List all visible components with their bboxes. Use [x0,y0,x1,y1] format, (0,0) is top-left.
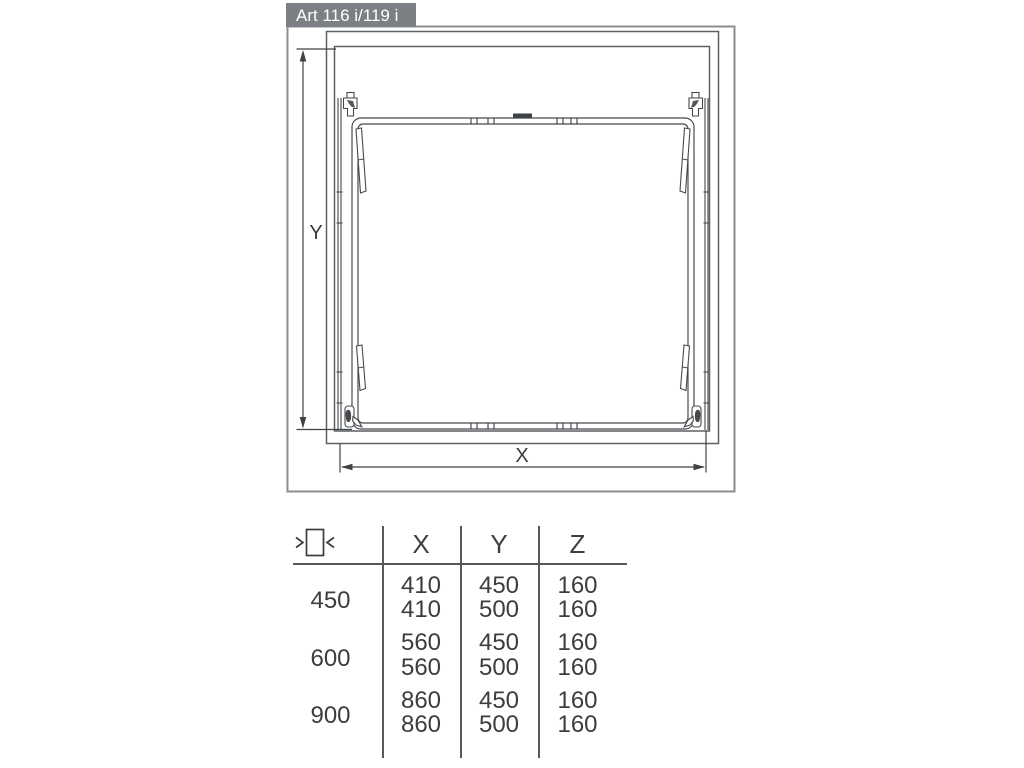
table-cell: 160 [557,596,598,624]
table-cell: 860 [400,686,442,714]
table-cell: 160 [557,571,598,599]
column-header-z: Z [569,529,586,559]
frame-bottom-rail-joints [471,423,577,429]
table-group-600 [293,631,627,680]
frame-top-rail-joints [471,118,577,124]
table-cell: 160 [557,686,598,714]
dimension-table [293,520,627,762]
table-row [382,631,627,656]
frame-tube-inner [358,124,688,423]
cabinet-inner [335,47,710,432]
table-row [382,571,627,599]
table-cell: 560 [400,653,442,681]
bracket-bottom-right [684,406,701,427]
table-cell: 500 [478,596,520,624]
table-cell: 160 [557,629,598,657]
cabinet-outer [327,32,719,444]
title-tab [286,3,416,27]
mount-rail-left [337,98,343,430]
table-cell: 500 [478,711,520,739]
dim-x-label: X [515,445,529,467]
column-header-y: Y [490,529,508,559]
table-cell: 500 [478,653,520,681]
bracket-top-left [344,93,358,117]
table-group-900 [293,686,627,739]
table-cell: 450 [478,686,520,714]
group-width-label: 450 [310,587,351,614]
table-row [382,686,627,714]
table-cell: 160 [557,711,598,739]
pullout-frame [352,114,694,430]
table-cell: 860 [400,711,442,739]
cabinet-carcass [327,32,719,444]
table-cell: 410 [400,596,442,624]
frame-centre-clip [513,114,532,119]
title-tab-label: Art 116 i/119 i [296,6,399,25]
table-cell: 410 [400,571,442,599]
bracket-bottom-left [345,406,362,427]
table-cell: 450 [478,571,520,599]
frame-tube-outer [352,118,694,429]
table-row [382,713,627,738]
column-header-x: X [412,529,430,559]
table-cell: 560 [400,629,442,657]
cabinet-width-icon [293,526,337,560]
table-cell: 450 [478,629,520,657]
table-row [382,598,627,623]
group-width-label: 900 [310,702,351,729]
table-cell: 160 [557,653,598,681]
table-group-450 [293,571,627,624]
dim-y-label: Y [309,222,323,244]
table-row [382,653,627,681]
bracket-top-right [689,93,703,117]
width-icon-cell [293,526,382,563]
group-width-label: 600 [310,644,351,672]
mount-rail-right [704,98,710,430]
